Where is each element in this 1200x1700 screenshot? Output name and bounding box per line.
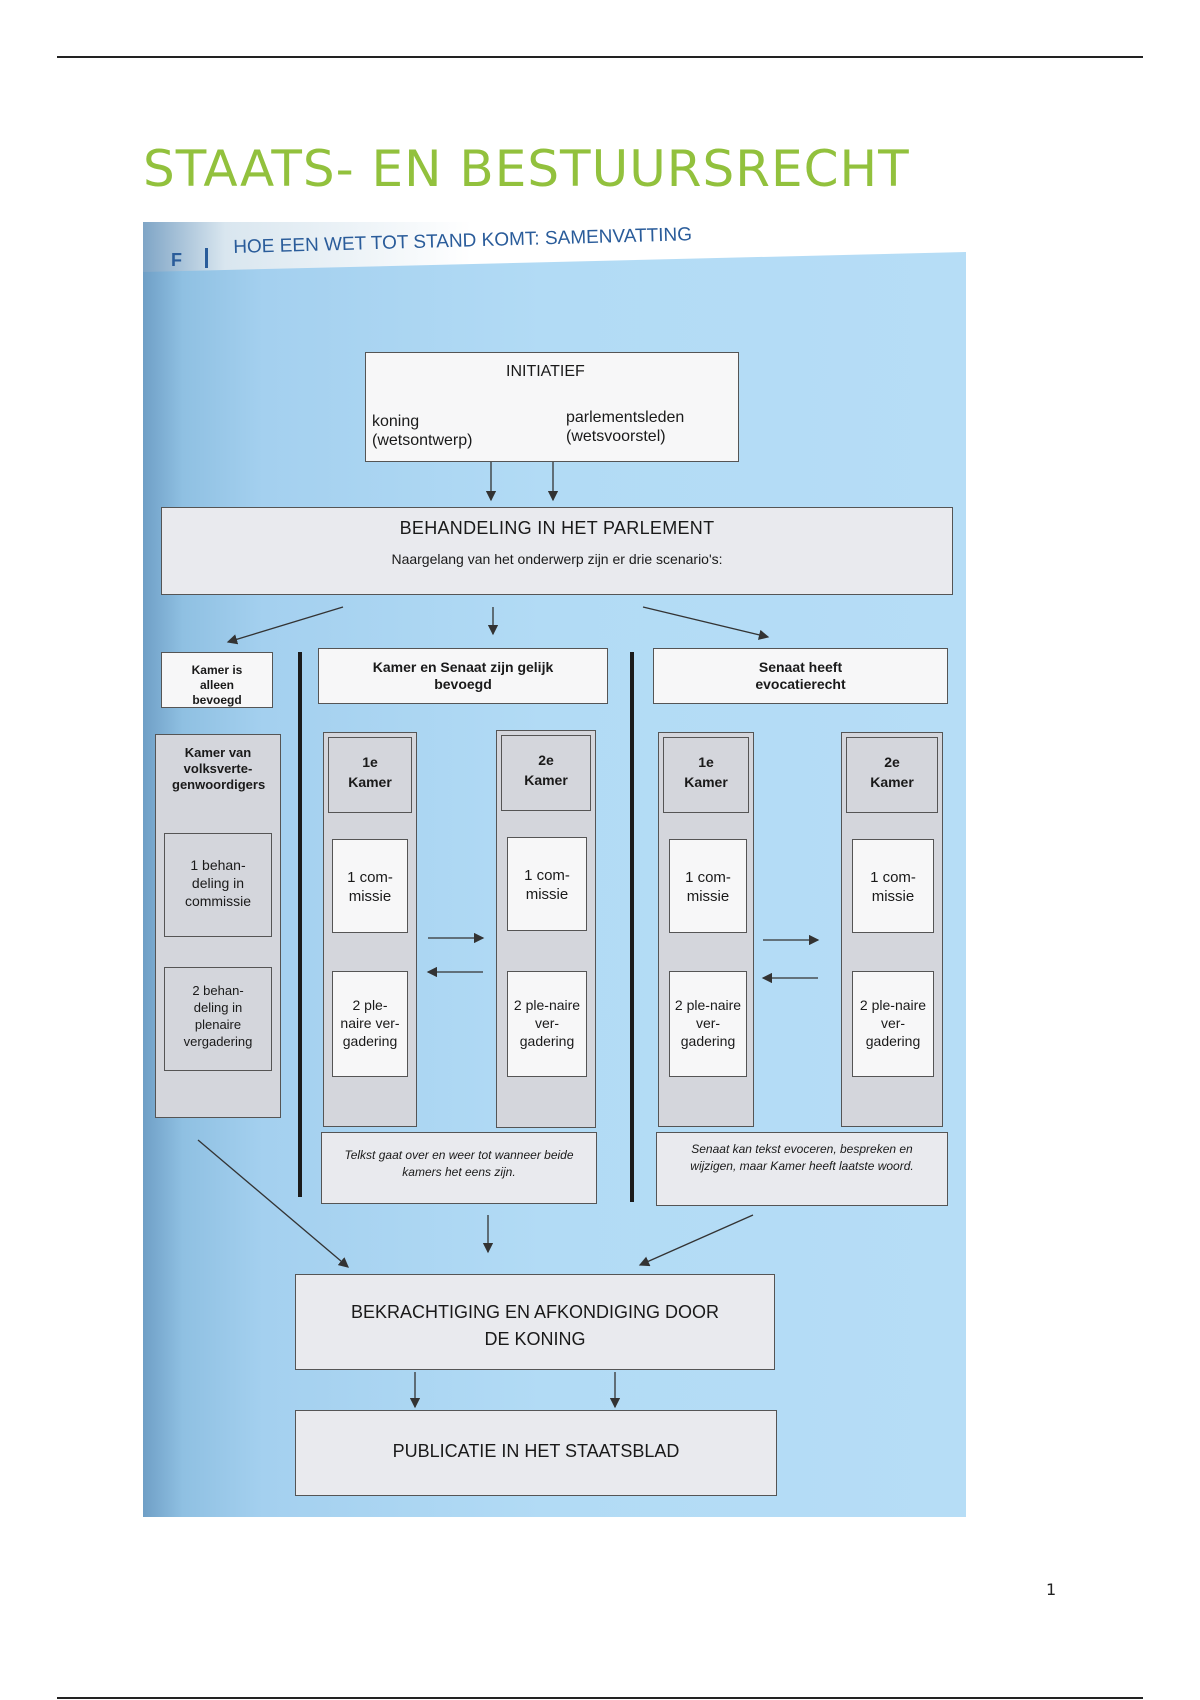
scenario-3-chamber-2-head <box>846 737 938 813</box>
scenario-2-chamber-1-head <box>328 737 412 813</box>
scenario-2-note-box <box>321 1132 597 1204</box>
scenario-1-step-2-box <box>164 967 272 1071</box>
scenario-3-note: Senaat kan tekst evoceren, bespreken en wijzigen, maar Kamer heeft laatste woord. <box>690 1142 914 1173</box>
arrow-to-scenario-3 <box>643 607 768 637</box>
scenario-3-chamber-2-column <box>841 732 943 1127</box>
scenario-1-step-1-box <box>164 833 272 937</box>
scenario-2-plenaire-1: 2 ple-naire ver-gadering <box>340 997 400 1049</box>
scenario-2-plenaire-1-box <box>332 971 408 1077</box>
scenario-2-chamber-1: 1e Kamer <box>348 754 392 790</box>
scan-header-title: HOE EEN WET TOT STAND KOMT: SAMENVATTING <box>233 224 693 258</box>
scenario-2-chamber-2-column <box>496 730 596 1128</box>
scenario-2-chamber-1-column <box>323 732 417 1127</box>
arrow-to-scenario-1 <box>228 607 343 642</box>
behandeling-title: BEHANDELING IN HET PARLEMENT <box>399 518 715 538</box>
scenario-divider-2 <box>630 652 634 1202</box>
scenario-3-commissie-1: 1 com-missie <box>685 869 731 905</box>
top-rule <box>57 56 1143 58</box>
scenario-3-commissie-2-box <box>852 839 934 933</box>
scenario-3-commissie-2: 1 com-missie <box>870 869 916 905</box>
initiatief-koning-sub: (wetsontwerp) <box>372 432 473 449</box>
scenario-divider-1 <box>298 652 302 1197</box>
bekrachtiging-text: BEKRACHTIGING EN AFKONDIGING DOOR DE KONING <box>350 1302 720 1349</box>
scenario-2-chamber-2-head <box>501 735 591 811</box>
scenario-3-plenaire-2: 2 ple-naire ver-gadering <box>859 997 927 1049</box>
scenario-3-chamber-1: 1e Kamer <box>684 754 728 790</box>
scenario-1-title-box <box>161 652 273 708</box>
bottom-rule <box>57 1697 1143 1699</box>
scenario-3-note-box <box>656 1132 948 1206</box>
scenario-2-title-box <box>318 648 608 704</box>
bekrachtiging-box <box>295 1274 775 1370</box>
scenario-2-commissie-2-box <box>507 837 587 931</box>
scenario-2-plenaire-2: 2 ple-naire ver-gadering <box>513 997 581 1049</box>
scenario-3-plenaire-1-box <box>669 971 747 1077</box>
section-letter: F <box>171 250 182 270</box>
publicatie-box <box>295 1410 777 1496</box>
page-number: 1 <box>1046 1580 1057 1599</box>
scenario-3-chamber-1-head <box>663 737 749 813</box>
initiatief-box <box>365 352 739 462</box>
initiatief-title: INITIATIEF <box>506 363 585 380</box>
scenario-2-commissie-1-box <box>332 839 408 933</box>
initiatief-parlementsleden-sub: (wetsvoorstel) <box>566 428 666 445</box>
scenario-2-title: Kamer en Senaat zijn gelijk bevoegd <box>372 659 554 692</box>
publicatie-text: PUBLICATIE IN HET STAATSBLAD <box>392 1441 680 1461</box>
scenario-1-column <box>155 734 281 1118</box>
scenario-1-title: Kamer is alleen bevoegd <box>191 663 243 707</box>
scenario-3-commissie-1-box <box>669 839 747 933</box>
scenario-2-plenaire-2-box <box>507 971 587 1077</box>
behandeling-subtitle: Naargelang van het onderwerp zijn er drie scenario's: <box>391 551 723 567</box>
behandeling-box <box>161 507 953 595</box>
arrow-s3-to-bekrachtiging <box>640 1215 753 1265</box>
scenario-3-chamber-1-column <box>658 732 754 1127</box>
scenario-1-step-1: 1 behan-deling in commissie <box>184 857 252 909</box>
scenario-3-plenaire-2-box <box>852 971 934 1077</box>
scenario-3-chamber-2: 2e Kamer <box>870 754 914 790</box>
initiatief-koning: koning <box>372 413 420 430</box>
initiatief-parlementsleden: parlementsleden <box>566 409 685 426</box>
scenario-2-commissie-2: 1 com-missie <box>524 867 570 903</box>
scenario-2-chamber-2: 2e Kamer <box>524 752 568 788</box>
scenario-2-note: Telkst gaat over en weer tot wanneer beide kamers het eens zijn. <box>344 1148 574 1179</box>
scenario-3-title: Senaat heeft evocatierecht <box>755 659 846 692</box>
scenario-1-chamber: Kamer van volksverte-genwoordigers <box>172 745 266 792</box>
document-title: STAATS- EN BESTUURSRECHT <box>143 140 910 198</box>
scenario-2-commissie-1: 1 com-missie <box>347 869 393 905</box>
scenario-1-step-2: 2 behan-deling in plenaire vergadering <box>183 983 253 1049</box>
scanned-flowchart <box>143 222 966 1517</box>
scenario-3-plenaire-1: 2 ple-naire ver-gadering <box>674 997 742 1049</box>
scenario-3-title-box <box>653 648 948 704</box>
